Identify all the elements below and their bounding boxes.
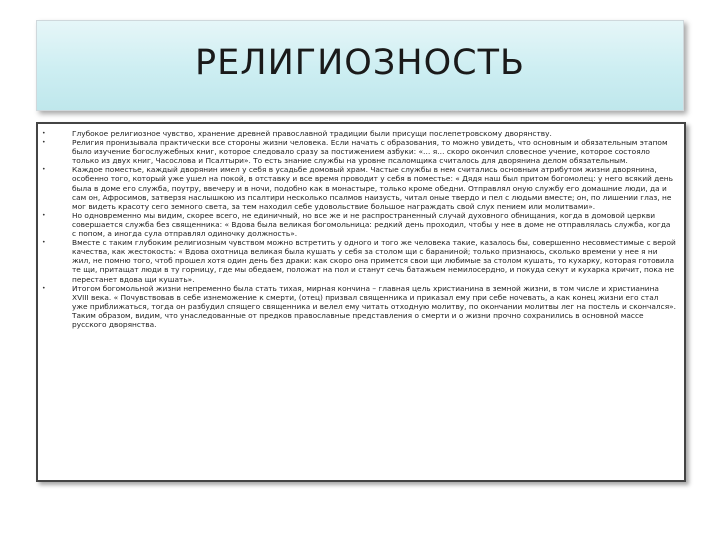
list-item-text: Религия пронизывала практически все стороны жизни человека. Если начать с образования, то можно увидеть, что основным и обязательным этапом было изучение богослужебных книг, которое следовало сразу за постижением азбуки: «… я… скоро окончил словесное учение, которое состояло только из двух книг, Часослова и Псалтыри». То есть знание службы на уровне псаломщика считалось для дворянина делом обязательным. [72,138,668,166]
list-item-text: Итогом богомольной жизни непременно была стать тихая, мирная кончина – главная цель христианина в земной жизни, в том числе и христианина XVIII века. « Почувствовав в себе изнеможение к смерти, (отец) призвал священника и приказал ему при себе ночевать, а как конец жизни его стал уже приближаться, тогда он разбудил спящего священника и велел ему читать отходную молитву, по окончании молитвы лег на постель и скончался». Таким образом, видим, что унаследованные от предков православные представления о смерти и о жизни прочно сохранились в основной массе русского дворянства. [72,283,677,329]
content-box [36,122,686,482]
list-item [42,138,676,165]
bullet-icon: • [42,166,46,174]
list-item-text: Глубокое религиозное чувство, хранение древней православной традиции были присущи послепетровскому дворянству. [72,129,552,138]
list-item-text: Но одновременно мы видим, скорее всего, не единичный, но все же и не распространенный случай духовного обнищания, когда в домовой церкви совершается служба без священника: « Вдова была великая богомольница: редкий день проходил, чтобы у нее в доме не отправлялась служба, когда с попом, а иногда сула отправлял одиночку должность». [72,210,671,239]
bullet-icon: • [42,139,46,147]
bullet-icon: • [42,130,46,137]
list-item-text: Каждое поместье, каждый дворянин имел у себя в усадьбе домовый храм. Частые службы в нем считались основным атрибутом жизни дворянина, особенно того, который уже ушел на покой, в отставку и все время проводит у себя в поместье: « Дядя наш был притом богомолец: у него всякий день была в доме его служба, поутру, ввечеру и в ночи, подобно как в монастыре, только кроме обедни. Отправлял оную службу его домашние люди, да и сам он, Афросимов, затверзя наслышкою из псалтири несколько псалмов наизусть, читал оные твердо и пел с людьми вместе; он, по лишении глаз, не мог видеть красоту сего земного света, за тем находил себе удовольствие большое награждать свой слух пением или молитвами». [72,165,673,211]
title-box [36,20,684,111]
list-item [42,211,676,238]
list-item-text: Вместе с таким глубоким религиозным чувством можно встретить у одного и того же человека такие, казалось бы, совершенно несовместимые с верой качества, как жестокость: « Вдова охотница великая была кушать у себя за столом щи с бараниной; только признаюсь, сколько времени у нее я ни жил, не помню того, чтоб прошел хотя один день без драки: как скоро она примется свои щи любимые за столом кушать, то кухарку, которая готовила те щи, притащат люди в ту горницу, где мы обедаем, положат на пол и станут сечь батажьем немилосердно, и покуда секут и кухарка кричит, пока не перестанет вдова щи кушать». [72,238,676,284]
bullet-icon: • [42,284,46,292]
bullet-icon: • [42,239,46,247]
list-item [42,129,676,138]
list-item [42,238,676,283]
bullet-icon: • [42,211,46,219]
slide-title: РЕЛИГИОЗНОСТЬ [195,42,525,83]
bullet-list [42,129,676,329]
list-item [42,284,676,329]
list-item [42,165,676,210]
